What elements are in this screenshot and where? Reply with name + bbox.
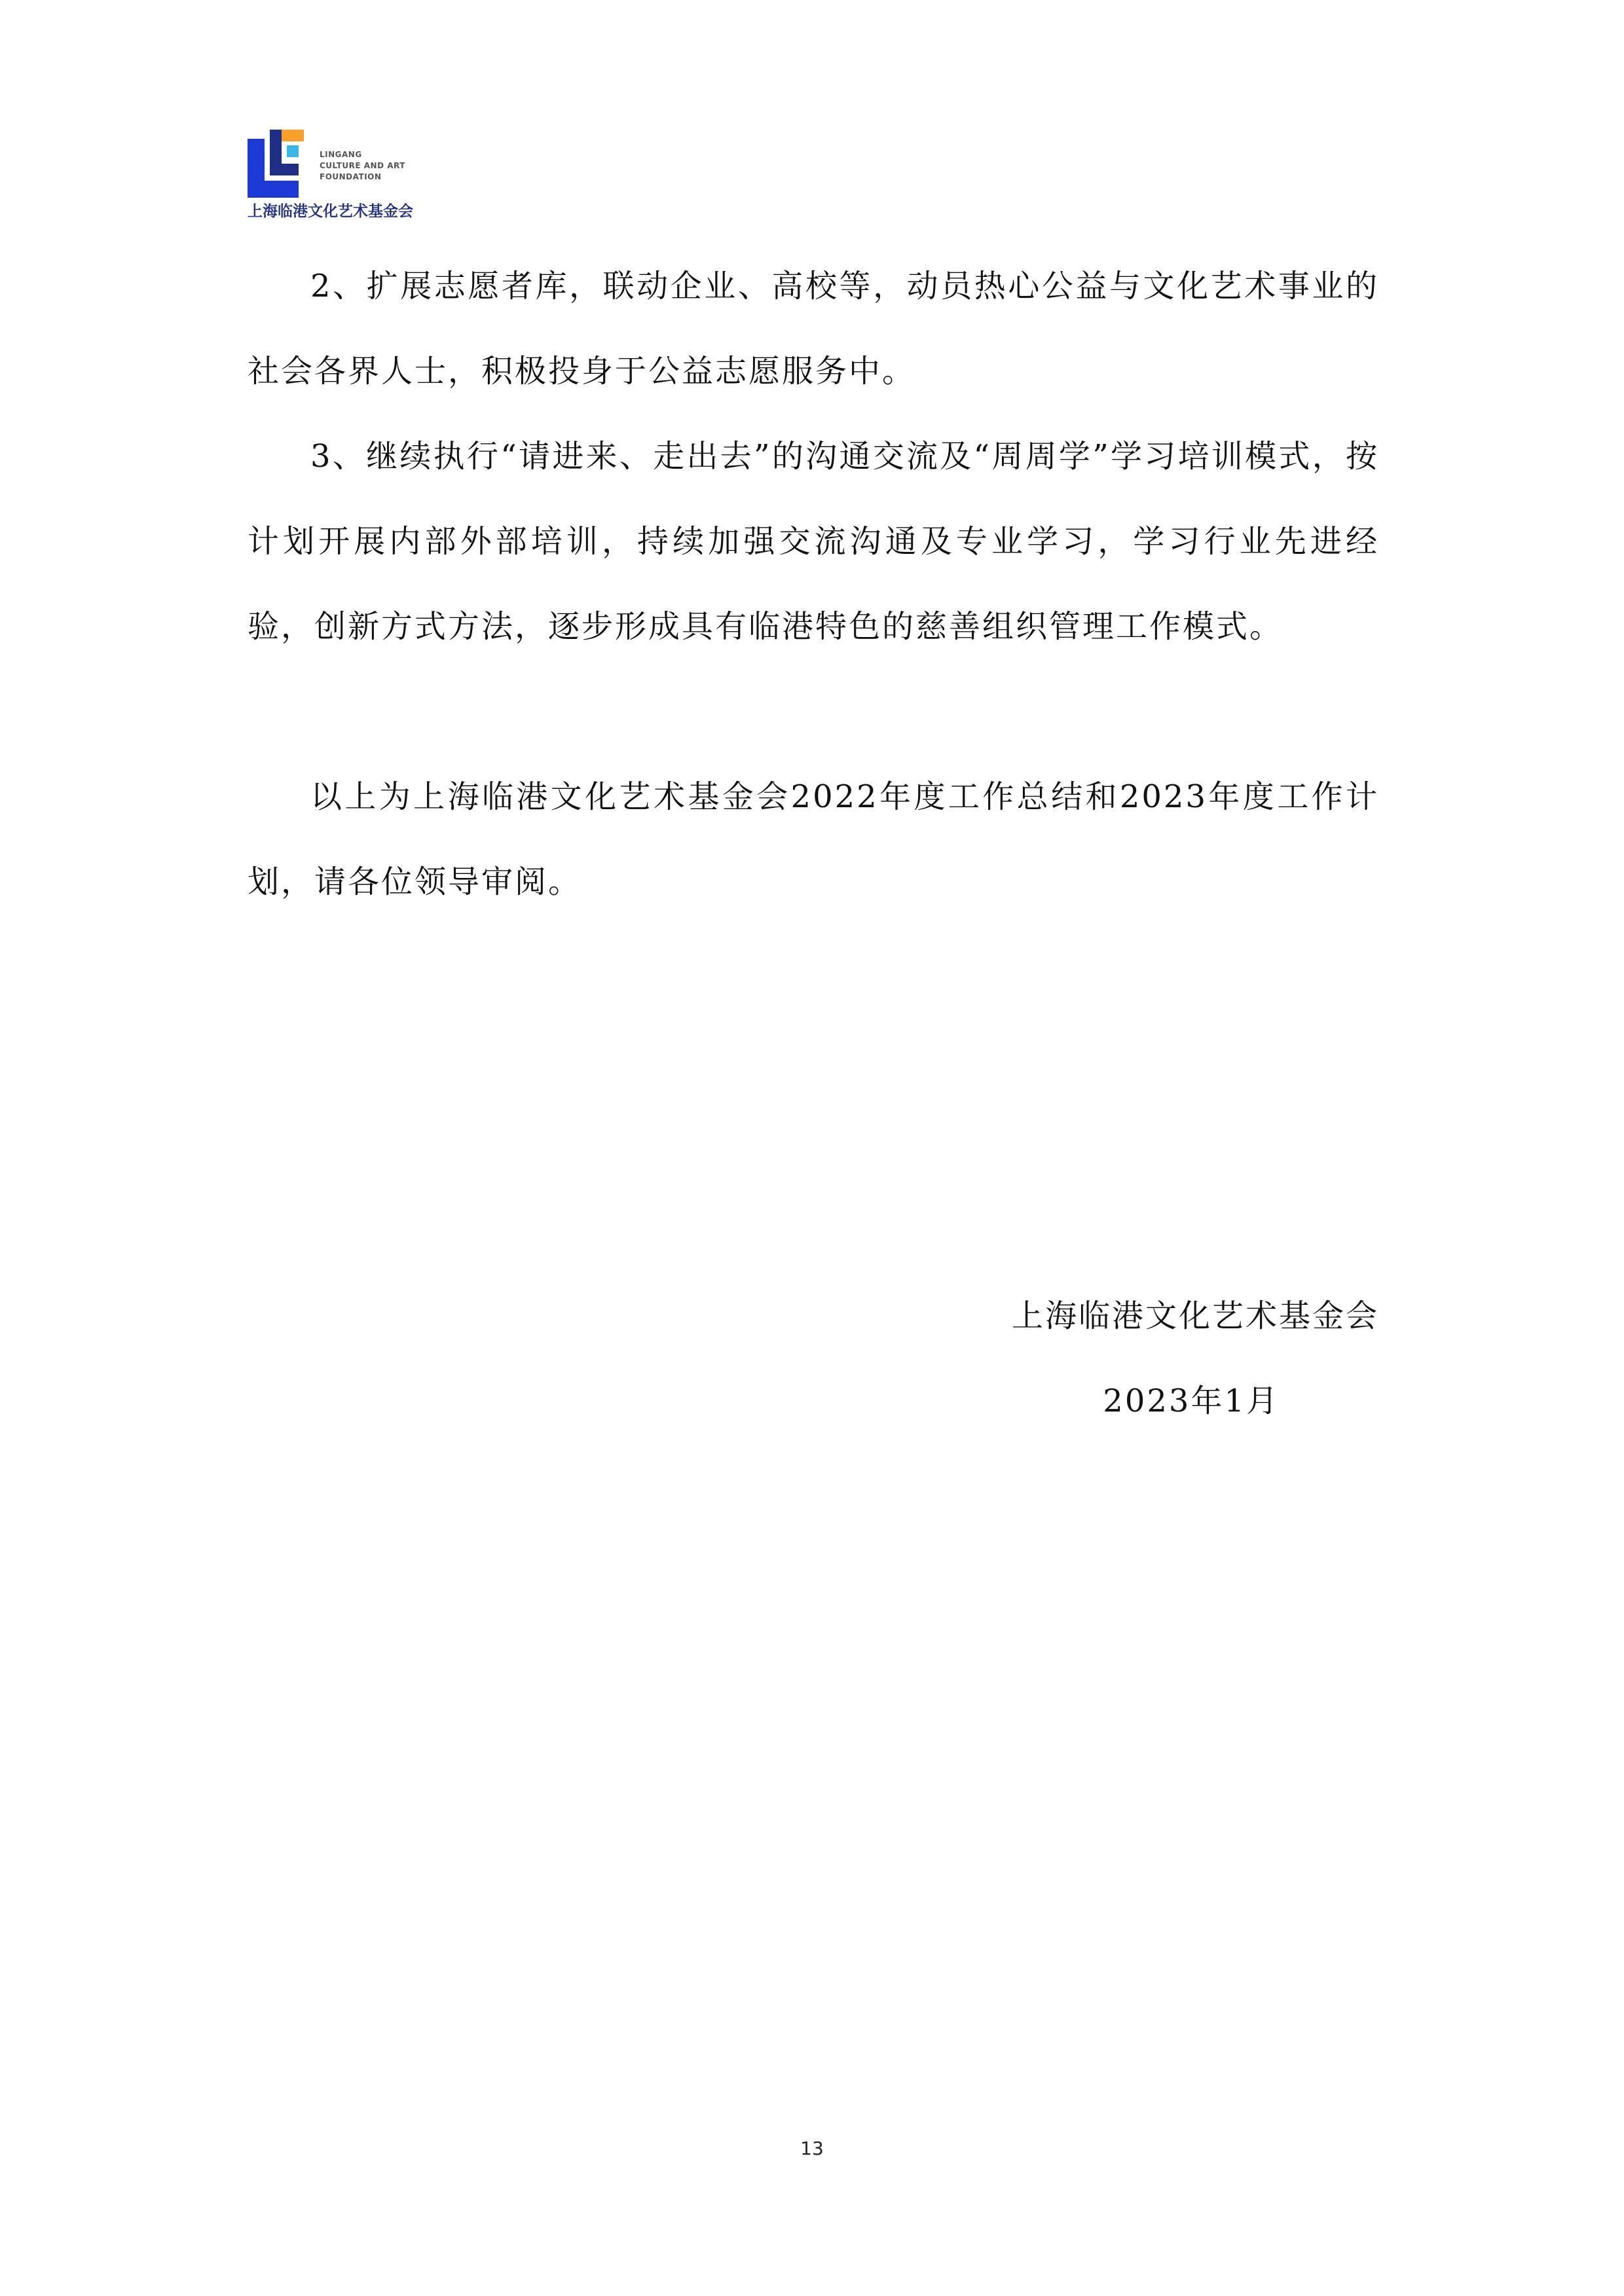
body-paragraph: 2、扩展志愿者库，联动企业、高校等，动员热心公益与文化艺术事业的社会各界人士，积极投身于公益志愿服务中。 — [248, 268, 1379, 390]
logo-english-line: LINGANG — [320, 150, 362, 159]
logo-chinese-name: 上海临港文化艺术基金会 — [248, 203, 413, 220]
logo-english-line: CULTURE AND ART — [320, 161, 405, 170]
foundation-logo-mark-icon — [248, 130, 316, 198]
signature-block — [248, 1273, 1379, 1444]
body-paragraph: 3、继续执行“请进来、走出去”的沟通交流及“周周学”学习培训模式，按计划开展内部外部培训，持续加强交流沟通及专业学习，学习行业先进经验，创新方式方法，逐步形成具有临港特色的慈善组织管理工作模式。 — [248, 438, 1379, 645]
document-body — [248, 244, 1379, 924]
body-paragraph: 以上为上海临港文化艺术基金会2022年度工作总结和2023年度工作计划，请各位领导审阅。 — [248, 778, 1379, 900]
signature-organization: 上海临港文化艺术基金会 — [1011, 1298, 1379, 1334]
signature-date: 2023年1月 — [1103, 1383, 1280, 1419]
page-number: 13 — [800, 2138, 824, 2159]
logo-english-text — [320, 149, 405, 183]
foundation-logo — [248, 130, 444, 228]
logo-english-line: FOUNDATION — [320, 172, 382, 181]
